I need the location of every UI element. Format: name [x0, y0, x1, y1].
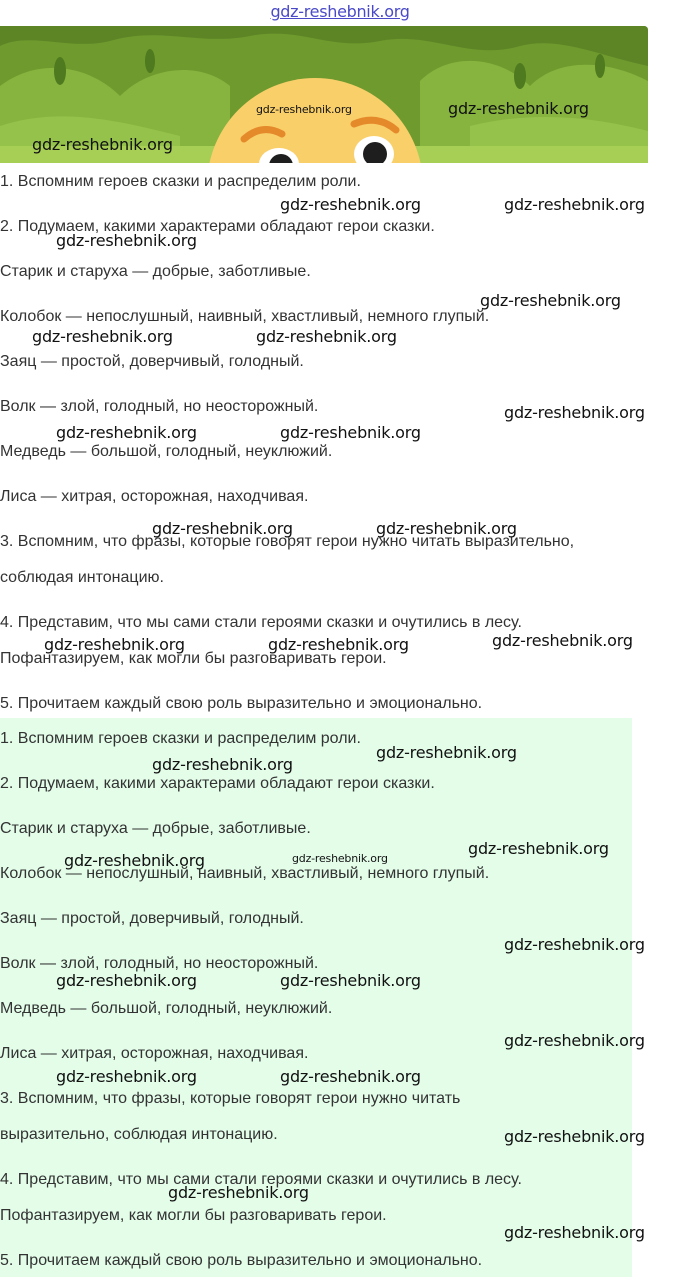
watermark: gdz-reshebnik.org [280, 423, 421, 442]
task-line: 2. Подумаем, какими характерами обладают герои сказки. [0, 218, 435, 235]
watermark: gdz-reshebnik.org [56, 231, 197, 250]
watermark: gdz-reshebnik.org [448, 99, 589, 118]
watermark: gdz-reshebnik.org [56, 423, 197, 442]
watermark: gdz-reshebnik.org [168, 1183, 309, 1202]
watermark: gdz-reshebnik.org [280, 971, 421, 990]
watermark: gdz-reshebnik.org [504, 1223, 645, 1242]
answer-line: Заяц — простой, доверчивый, голодный. [0, 910, 304, 927]
watermark: gdz-reshebnik.org [152, 519, 293, 538]
watermark: gdz-reshebnik.org [376, 519, 517, 538]
watermark: gdz-reshebnik.org [504, 935, 645, 954]
watermark: gdz-reshebnik.org [280, 195, 421, 214]
task-line: Лиса — хитрая, осторожная, находчивая. [0, 488, 309, 505]
task-line: 4. Представим, что мы сами стали героями сказки и очутились в лесу. [0, 614, 522, 631]
watermark: gdz-reshebnik.org [268, 635, 409, 654]
watermark: gdz-reshebnik.org [292, 852, 388, 865]
watermark: gdz-reshebnik.org [280, 1067, 421, 1086]
task-line: Пофантазируем, как могли бы разговаривать герои. [0, 650, 387, 667]
task-line: Волк — злой, голодный, но неосторожный. [0, 398, 319, 415]
answer-line: 2. Подумаем, какими характерами обладают герои сказки. [0, 775, 435, 792]
task-line: Медведь — большой, голодный, неуклюжий. [0, 443, 333, 460]
answer-line: 1. Вспомним героев сказки и распределим роли. [0, 730, 361, 747]
answer-line: Старик и старуха — добрые, заботливые. [0, 820, 311, 837]
watermark: gdz-reshebnik.org [468, 839, 609, 858]
site-link[interactable]: gdz-reshebnik.org [270, 2, 410, 21]
answer-line: Волк — злой, голодный, но неосторожный. [0, 955, 319, 972]
watermark: gdz-reshebnik.org [256, 103, 352, 116]
watermark: gdz-reshebnik.org [504, 195, 645, 214]
answer-line: 3. Вспомним, что фразы, которые говорят герои нужно читать [0, 1090, 461, 1107]
watermark: gdz-reshebnik.org [256, 327, 397, 346]
watermark: gdz-reshebnik.org [480, 291, 621, 310]
watermark: gdz-reshebnik.org [376, 743, 517, 762]
answer-line: Колобок — непослушный, наивный, хвастливый, немного глупый. [0, 865, 490, 882]
answer-line: 4. Представим, что мы сами стали героями сказки и очутились в лесу. [0, 1171, 522, 1188]
watermark: gdz-reshebnik.org [504, 1127, 645, 1146]
answer-line: выразительно, соблюдая интонацию. [0, 1126, 278, 1143]
answer-line: Пофантазируем, как могли бы разговаривать герои. [0, 1207, 387, 1224]
answer-line: 5. Прочитаем каждый свою роль выразительно и эмоционально. [0, 1252, 483, 1269]
answer-box [0, 718, 632, 1277]
watermark: gdz-reshebnik.org [504, 1031, 645, 1050]
task-line: 3. Вспомним, что фразы, которые говорят герои нужно читать выразительно, [0, 533, 575, 550]
task-line: Колобок — непослушный, наивный, хвастливый, немного глупый. [0, 308, 490, 325]
answer-line: Лиса — хитрая, осторожная, находчивая. [0, 1045, 309, 1062]
watermark: gdz-reshebnik.org [56, 971, 197, 990]
task-line: Старик и старуха — добрые, заботливые. [0, 263, 311, 280]
task-line: 1. Вспомним героев сказки и распределим роли. [0, 173, 361, 190]
task-line: Заяц — простой, доверчивый, голодный. [0, 353, 304, 370]
watermark: gdz-reshebnik.org [32, 327, 173, 346]
watermark: gdz-reshebnik.org [32, 135, 173, 154]
watermark: gdz-reshebnik.org [492, 631, 633, 650]
watermark: gdz-reshebnik.org [504, 403, 645, 422]
task-line: соблюдая интонацию. [0, 569, 164, 586]
watermark: gdz-reshebnik.org [56, 1067, 197, 1086]
answer-line: Медведь — большой, голодный, неуклюжий. [0, 1000, 333, 1017]
watermark: gdz-reshebnik.org [44, 635, 185, 654]
watermark: gdz-reshebnik.org [152, 755, 293, 774]
watermark: gdz-reshebnik.org [64, 851, 205, 870]
task-line: 5. Прочитаем каждый свою роль выразительно и эмоционально. [0, 695, 483, 712]
